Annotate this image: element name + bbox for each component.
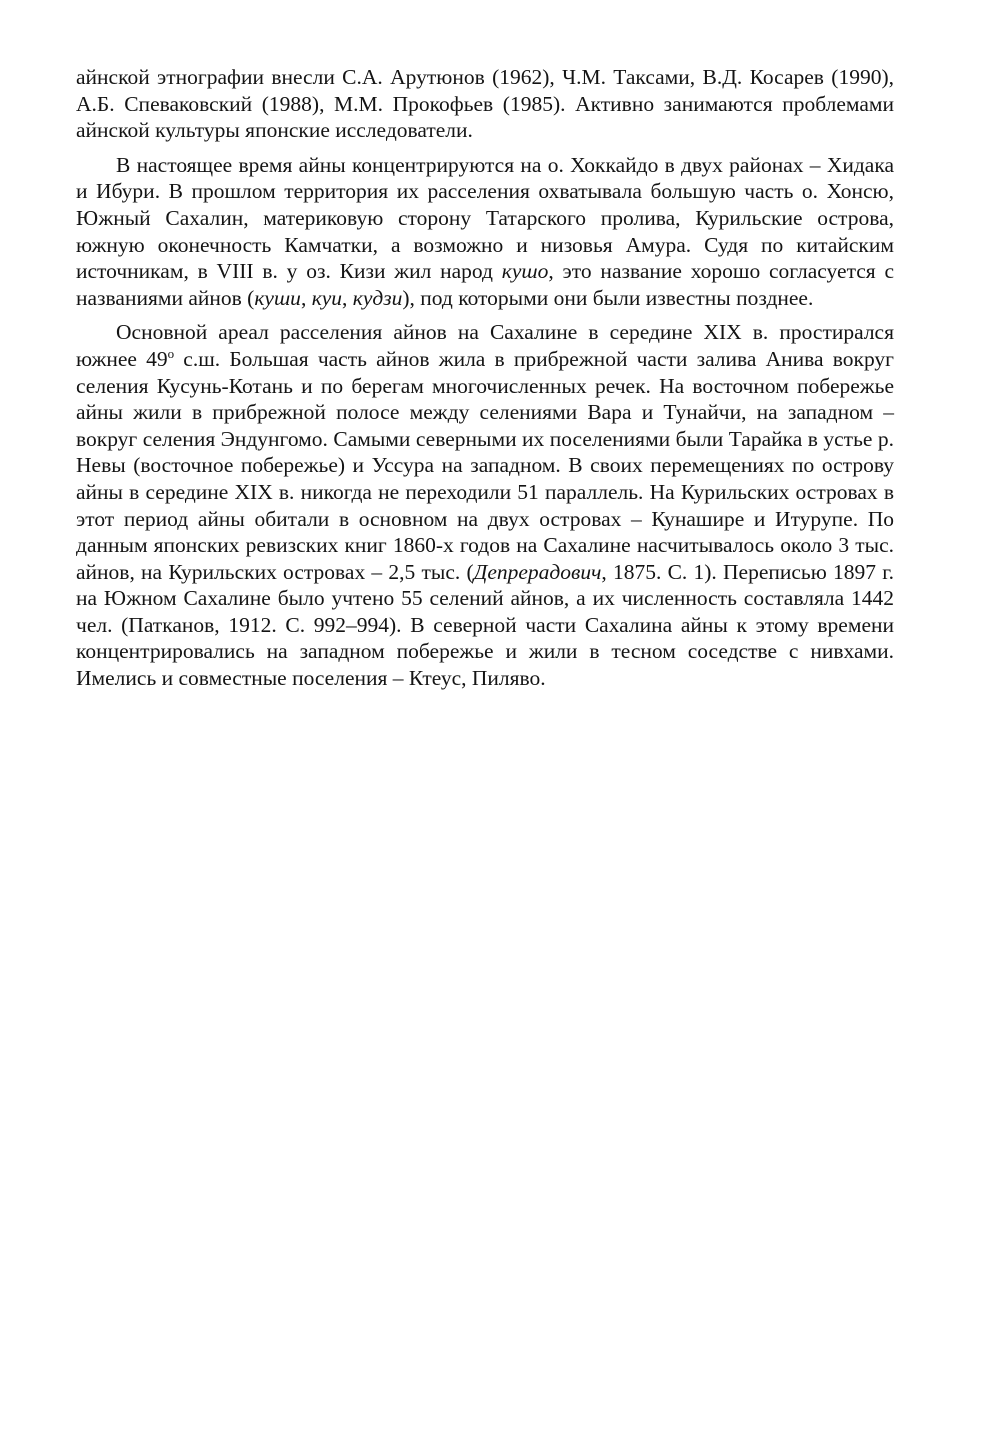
text-run: , bbox=[342, 285, 353, 310]
paragraph bbox=[76, 64, 894, 144]
italic-term: куши bbox=[254, 285, 301, 310]
paragraph bbox=[76, 152, 894, 312]
text-run: , это название хорошо согласуется с названиями айнов ( bbox=[76, 259, 894, 310]
document-body bbox=[76, 64, 894, 692]
text-run: ), под которыми они были известны позднее. bbox=[402, 285, 814, 310]
paragraph bbox=[76, 319, 894, 691]
text-run: Основной ареал расселения айнов на Сахалине в середине XIX в. простирался южнее 49 bbox=[76, 320, 894, 371]
text-run: айнской этнографии внесли С.А. Арутюнов (1962), Ч.М. Таксами, В.Д. Косарев (1990), А.Б. Спеваковский (1988), М.М. Прокофьев (1985). Активно занимаются проблемами айнской культуры японские исследователи. bbox=[76, 65, 894, 143]
superscript: о bbox=[167, 345, 175, 361]
italic-term: кудзи bbox=[352, 285, 403, 310]
italic-term: кушо bbox=[501, 259, 549, 284]
text-run: с.ш. Большая часть айнов жила в прибрежной части залива Анива вокруг селения Кусунь-Котань и по берегам многочисленных речек. На восточном побережье айны жили в прибрежной полосе между селениями Вара и Тунайчи, на западном – вокруг селения Эндунгомо. Самыми северными их поселениями были Тарайка в устье р. Невы (восточное побережье) и Уссура на западном. В своих перемещениях по острову айны в середине XIX в. никогда не переходили 51 параллель. На Курильских островах в этот период айны обитали в основном на двух островах – Кунашире и Итурупе. По данным японских ревизских книг 1860-х годов на Сахалине насчитывалось около 3 тыс. айнов, на Курильских островах – 2,5 тыс. ( bbox=[76, 346, 894, 584]
text-run: В настоящее время айны концентрируются на о. Хоккайдо в двух районах – Хидака и Ибури. В прошлом территория их расселения охватывала большую часть о. Хонсю, Южный Сахалин, материковую сторону Татарского пролива, Курильские острова, южную оконечность Камчатки, а возможно и низовья Амура. Судя по китайским источникам, в VIII в. у оз. Кизи жил народ bbox=[76, 152, 894, 284]
italic-term: куи bbox=[311, 285, 343, 310]
italic-term: Депрерадович bbox=[473, 559, 602, 584]
text-run: , 1875. С. 1). Переписью 1897 г. на Южном Сахалине было учтено 55 селений айнов, а их численность составляла 1442 чел. (Патканов, 1912. С. 992–994). В северной части Сахалина айны к этому времени концентрировались на западном побережье и жили в тесном соседстве с нивхами. Имелись и совместные поселения – Ктеус, Пиляво. bbox=[76, 559, 895, 691]
text-run: , bbox=[300, 285, 312, 310]
